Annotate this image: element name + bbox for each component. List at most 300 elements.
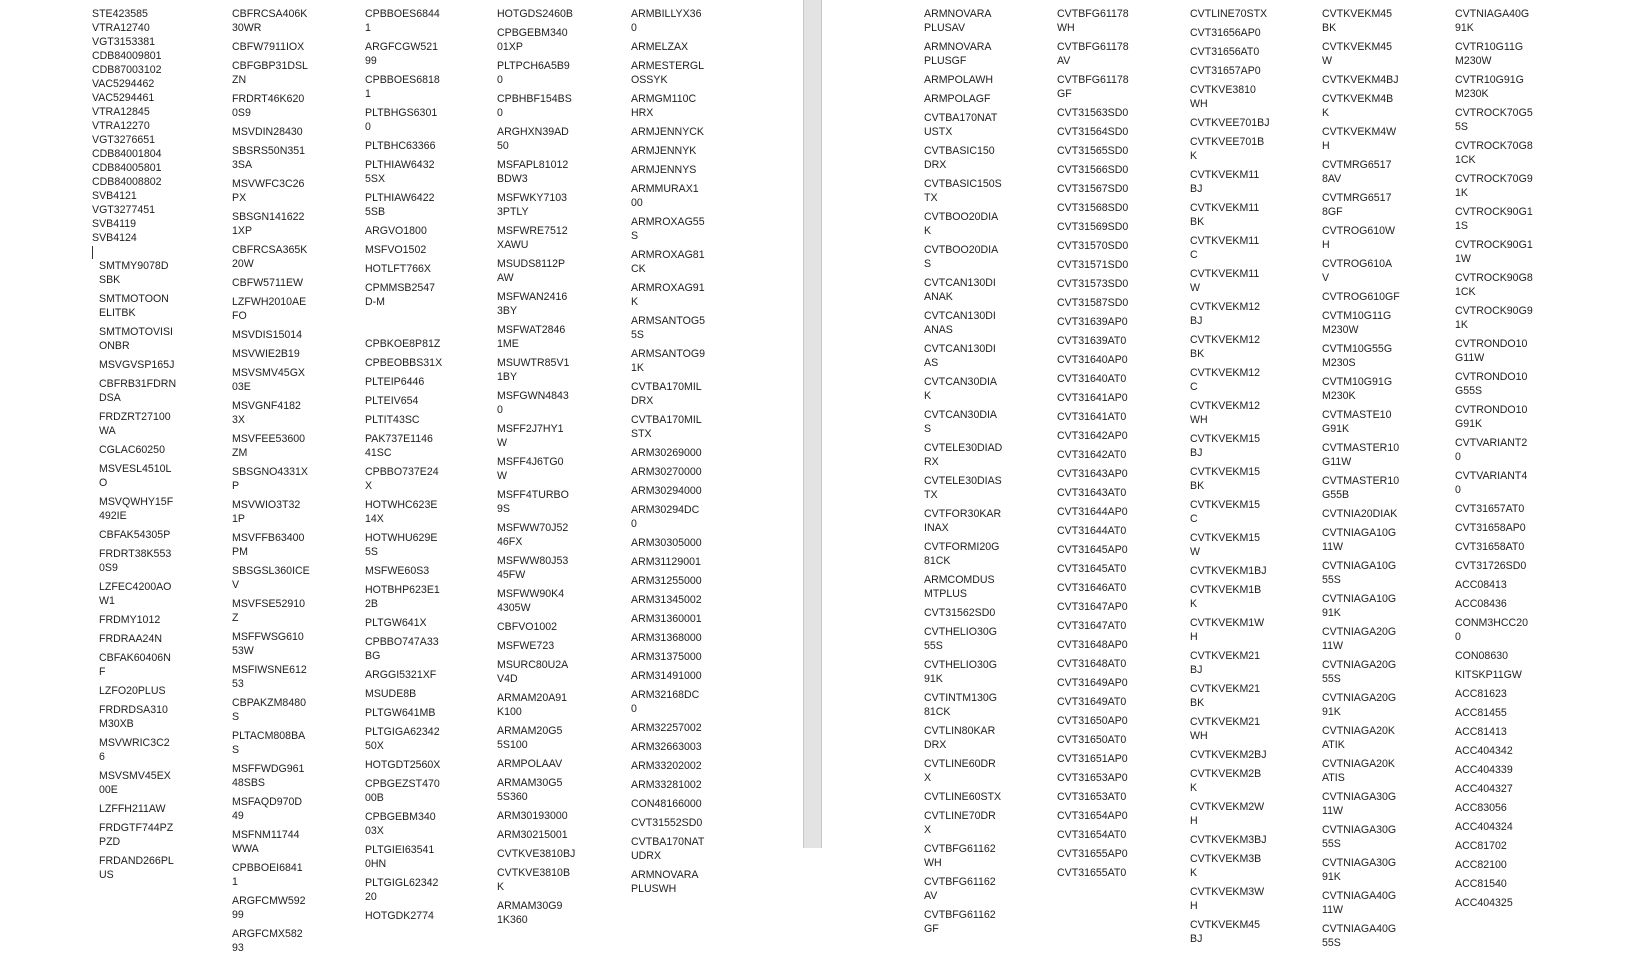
code-entry: ARMMURAX1 00 [631,183,699,209]
code-entry: CVT31568SD0 [1057,202,1129,214]
code-entry: CVTINTM130G 81CK [924,692,997,718]
code-entry: MSUWTR85V1 1BY [497,357,570,383]
code-entry: CVTNIAGA20K ATIK [1322,725,1396,751]
code-entry: MSFAPL81012 BDW3 [497,159,569,185]
code-entry: FRDGTF744PZ PZD [99,822,174,848]
code-entry: ARGFCMX582 93 [232,928,303,954]
code-entry: CVTNIAGA20G 11W [1322,626,1397,652]
code-entry: CVTROG610W H [1322,225,1395,251]
code-entry: ACC08436 [1455,598,1507,610]
code-entry: MSFWAN2416 3BY [497,291,568,317]
code-entry: CVTROCK90G1 1S [1455,206,1533,232]
code-entry: ARMSANTOG5 5S [631,315,705,341]
code-entry: CVTKVEKM4B K [1322,93,1394,119]
code-entry: CPBEOBBS31X [365,357,443,369]
code-entry: MSVFEE53600 ZM [232,433,306,459]
code-entry: ARGHXN39AD 50 [497,126,569,152]
code-entry: MSFWE723 [497,640,555,652]
code-entry: CVT31649AT0 [1057,696,1127,708]
code-list-block: STE423585 VTRA12740 VGT3153381 CDB84009801 CDB87003102 VAC5294462 VAC5294461 VTRA12845 VTRA12270 VGT3276651 CDB84001804 CDB84005801 CDB84008802 SVB4121 VGT3277451 SVB4119 SVB4124 [92,8,162,244]
code-entry: CVTMASTER10 G11W [1322,442,1400,468]
code-entry: CVTBFG61178 GF [1057,74,1129,100]
code-entry: CVTKVEKM11 W [1190,268,1260,294]
code-entry: CVT31587SD0 [1057,297,1129,309]
code-entry: CVT31657AP0 [1190,65,1261,77]
code-entry: ACC404325 [1455,897,1513,909]
code-entry: CVT31563SD0 [1057,107,1129,119]
code-entry: CVTELE30DIAS TX [924,475,1002,501]
code-entry: CVT31552SD0 [631,817,703,829]
code-entry: MSFNM11744 WWA [232,829,300,855]
code-entry: ARMCOMDUS MTPLUS [924,574,995,600]
code-entry: FRDRAA24N [99,633,162,645]
code-entry: MSVQWHY15F 492IE [99,496,174,522]
code-entry: MSFWW80J53 45FW [497,555,569,581]
code-entry: MSFFWSG610 53W [232,631,304,657]
code-entry: CVTBA170NAT USTX [924,112,998,138]
document-page-left [0,0,803,954]
code-entry: MSVWIE2B19 [232,348,300,360]
code-entry: MSFIWSNE612 53 [232,664,307,690]
code-entry: CVTCAN30DIA S [924,409,997,435]
code-entry: CVTKVEKM21 BK [1190,683,1261,709]
code-entry: CVTKVEKM3B K [1190,853,1262,879]
code-entry: CVTNIAGA40G 11W [1322,890,1397,916]
code-entry: SBSRS50N351 3SA [232,145,306,171]
code-entry: HOTWHC623E 14X [365,499,438,525]
code-entry: MSFF2J7HY1 W [497,423,564,449]
code-entry: CVTKVEKM15 W [1190,532,1261,558]
code-entry: ARM33202002 [631,760,702,772]
code-entry: CBFRCSA406K 30WR [232,8,308,34]
code-entry: ARMROXAG55 S [631,216,705,242]
code-entry: CVT31639AP0 [1057,316,1128,328]
code-entry: CVT31658AT0 [1455,541,1525,553]
code-entry: PLTGIEI63541 0HN [365,844,435,870]
code-entry: ARMGM110C HRX [631,93,697,119]
code-entry: CVTROCK90G1 1W [1455,239,1533,265]
code-entry: CVT31639AT0 [1057,335,1127,347]
code-entry: FRDRDSA310 M30XB [99,704,168,730]
code-list [92,259,222,882]
code-entry: ARM32168DC 0 [631,689,700,715]
code-entry: ACC08413 [1455,579,1507,591]
code-entry: CVTBFG61162 WH [924,843,996,869]
code-entry: CPBBO737E24 X [365,466,439,492]
empty-paragraph [365,309,483,337]
code-entry: ARGGI5321XF [365,669,437,681]
code-entry: MSVFSE52910 Z [232,598,306,624]
code-entry: CVTR10G11G M230W [1455,41,1524,67]
code-entry: CVTFORMI20G 81CK [924,541,1000,567]
code-entry: FRDMY1012 [99,614,161,626]
code-entry: LZFEC4200AO W1 [99,581,172,607]
code-entry: CVTM10G55G M230S [1322,343,1393,369]
code-entry: CVT31647AP0 [1057,601,1128,613]
code-entry: CPBGEBM340 01XP [497,27,568,53]
code-entry: HOTGDT2560X [365,759,441,771]
code-entry: ARM31368000 [631,632,702,644]
code-entry: ACC81413 [1455,726,1507,738]
code-entry: HOTWHU629E 5S [365,532,438,558]
code-entry: CVTKVEKM12 BJ [1190,301,1261,327]
code-entry: CBPAKZM8480 S [232,697,306,723]
code-entry: CVTHELIO30G 91K [924,659,998,685]
code-entry: CVTKVEKM11 BJ [1190,169,1260,195]
text-column-5 [1455,7,1573,910]
code-entry: CVTMASTE10 G91K [1322,409,1392,435]
code-entry: CVTRONDO10 G55S [1455,371,1528,397]
code-entry: CVT31651AP0 [1057,753,1128,765]
code-entry: CVTROCK90G8 1CK [1455,272,1533,298]
code-entry: CBFRCSA365K 20W [232,244,308,270]
code-entry: CVT31656AP0 [1190,27,1261,39]
code-entry: ARMJENNYS [631,164,697,176]
code-entry: CVTCAN130DI ANAK [924,277,996,303]
code-entry: CVTKVEKM11 BK [1190,202,1260,228]
code-entry: ACC404342 [1455,745,1513,757]
code-entry: CPMMSB2547 D-M [365,282,436,308]
code-entry: PLTACM808BA S [232,730,306,756]
code-entry: CVTKVEKM12 BK [1190,334,1261,360]
code-entry: CVT31646AT0 [1057,582,1127,594]
code-entry: ARM30215001 [497,829,568,841]
code-entry: MSFGWN4843 0 [497,390,569,416]
code-entry: CVTNIAGA10G 91K [1322,593,1397,619]
code-entry: CVTKVEKM2B K [1190,768,1262,794]
code-entry: PLTGIGL62342 20 [365,877,439,903]
code-entry: CVTKVEKM4W H [1322,126,1397,152]
code-entry: CVTROCK70G9 1K [1455,173,1533,199]
code-entry: PLTHIAW6432 5SX [365,159,435,185]
code-entry: FRDRT46K620 0S9 [232,93,305,119]
code-entry: ARMAM20A91 K100 [497,692,568,718]
code-entry: CVTKVEKM11 C [1190,235,1260,261]
code-entry: HOTBHP623E1 2B [365,584,440,610]
code-entry: CPBBOEI6841 1 [232,862,303,888]
code-entry: ACC82100 [1455,859,1507,871]
code-entry: ARMESTERGL OSSYK [631,60,704,86]
text-column-2 [1057,7,1175,880]
code-entry: CVT31640AP0 [1057,354,1128,366]
code-entry: MSVWRIC3C2 6 [99,737,170,763]
code-entry: MSURC80U2A V4D [497,659,569,685]
code-entry: CVTBFG61178 AV [1057,41,1129,67]
code-entry: CVT31645AP0 [1057,544,1128,556]
code-entry: ARMJENNYK [631,145,697,157]
code-entry: CVTNIAGA40G 55S [1322,923,1397,949]
code-entry: CPBBOES6818 1 [365,74,440,100]
code-entry: CVT31565SD0 [1057,145,1129,157]
code-entry: ACC404327 [1455,783,1513,795]
code-entry: ARMAM30G9 1K360 [497,900,563,926]
text-column-3 [365,7,483,923]
code-entry: ARMPOLAGF [924,93,991,105]
code-entry: MSFWAT2846 1ME [497,324,566,350]
code-entry: CBFW7911IOX [232,41,305,53]
code-entry: CVTKVEKM15 BK [1190,466,1261,492]
code-entry: CVTKVEKM15 BJ [1190,433,1261,459]
code-entry: HOTGDK2774 [365,910,434,922]
code-entry: FRDZRT27100 WA [99,411,171,437]
code-entry: MSVGNF4182 3X [232,400,301,426]
code-entry: ARMBILLYX36 0 [631,8,702,34]
code-entry: CVT31644AP0 [1057,506,1128,518]
text-cursor[interactable] [92,246,93,259]
code-entry: CVT31654AP0 [1057,810,1128,822]
code-list [1455,7,1573,910]
code-entry: CVTNIAGA20G 55S [1322,659,1397,685]
code-entry: PLTBHGS6301 0 [365,107,438,133]
code-entry: CVTNIAGA30G 55S [1322,824,1397,850]
code-entry: CVTKVEE701B K [1190,136,1265,162]
code-entry: MSVWIO3T32 1P [232,499,301,525]
code-entry: MSVSMV45GX 03E [232,367,306,393]
code-entry: LZFWH2010AE FO [232,296,307,322]
code-entry: CVTBA170NAT UDRX [631,836,705,862]
code-entry: CVTNIA20DIAK [1322,508,1398,520]
code-entry: PLTEIP6446 [365,376,425,388]
code-entry: CVTBOO20DIA S [924,244,999,270]
code-entry: MSFWRE7512 XAWU [497,225,568,251]
code-entry: CVTRONDO10 G91K [1455,404,1528,430]
code-entry: CVTMRG6517 8GF [1322,192,1392,218]
code-entry: CVTROG610GF [1322,291,1400,303]
code-entry: PLTHIAW6422 5SB [365,192,435,218]
code-entry: CVT31648AT0 [1057,658,1127,670]
code-entry: CVTKVEKM1B K [1190,584,1262,610]
code-entry: CVTMRG6517 8AV [1322,159,1392,185]
code-entry: CVTLINE70DR X [924,810,996,836]
code-entry: CVTBASIC150 DRX [924,145,995,171]
text-column-2 [232,7,350,955]
code-entry: CVTNIAGA20K ATIS [1322,758,1396,784]
code-entry: CVTNIAGA10G 55S [1322,560,1397,586]
code-entry: MSUDS8112P AW [497,258,566,284]
code-entry: CBFW5711EW [232,277,304,289]
code-entry: ARMNOVARA PLUSGF [924,41,992,67]
code-entry: CVTKVEKM21 BJ [1190,650,1261,676]
code-entry: CVT31655AP0 [1057,848,1128,860]
code-entry: CVT31653AP0 [1057,772,1128,784]
code-entry: CVT31726SD0 [1455,560,1527,572]
code-entry: ACC81540 [1455,878,1507,890]
code-entry: CVTCAN30DIA K [924,376,997,402]
code-entry: CVTVARIANT2 0 [1455,437,1528,463]
page-gutter [803,0,822,848]
code-entry: ARMPOLAWH [924,74,994,86]
code-entry: ARM31491000 [631,670,702,682]
code-entry: MSVSMV45EX 00E [99,770,171,796]
code-entry: ARMJENNYCK [631,126,704,138]
text-column-4 [497,7,615,927]
code-entry: CVT31564SD0 [1057,126,1129,138]
code-entry: ACC404324 [1455,821,1513,833]
code-entry: CVT31573SD0 [1057,278,1129,290]
code-entry: ARM31255000 [631,575,702,587]
code-list [365,337,483,923]
code-entry: PLTGW641X [365,617,427,629]
code-entry: CVTKVEKM4BJ [1322,74,1399,86]
code-entry: CVTM10G11G M230W [1322,310,1392,336]
code-entry: MSFWKY7103 3PTLY [497,192,568,218]
code-entry: SBSGSL360ICE V [232,565,310,591]
code-entry: LZFO20PLUS [99,685,166,697]
code-entry: MSVDIS15014 [232,329,303,341]
code-entry: CVTCAN130DI ANAS [924,310,996,336]
text-column-3 [1190,7,1308,946]
code-entry: CVT31571SD0 [1057,259,1129,271]
code-entry: CGLAC60250 [99,444,165,456]
code-entry: CVT31657AT0 [1455,503,1525,515]
code-entry: CVT31641AP0 [1057,392,1128,404]
code-entry: CVT31650AT0 [1057,734,1127,746]
code-entry: ARGVO1800 [365,225,427,237]
code-entry: ARMAM20G5 5S100 [497,725,563,751]
code-entry: ARMELZAX [631,41,689,53]
code-entry: CVT31570SD0 [1057,240,1129,252]
code-entry: CVT31643AT0 [1057,487,1127,499]
code-entry: MSVDIN28430 [232,126,303,138]
code-entry: CVTROCK90G9 1K [1455,305,1533,331]
code-entry: HOTLFT766X [365,263,431,275]
code-entry: CVTKVEKM1BJ [1190,565,1267,577]
code-entry: CBFVO1002 [497,621,558,633]
code-entry: PLTEIV654 [365,395,419,407]
code-entry: CONM3HCC20 0 [1455,617,1528,643]
code-entry: CVTROCK70G8 1CK [1455,140,1533,166]
code-entry: CVTBFG61178 WH [1057,8,1129,34]
code-entry: CVT31643AP0 [1057,468,1128,480]
code-entry: CVTM10G91G M230K [1322,376,1393,402]
code-entry: ARM30269000 [631,447,702,459]
code-entry: CVTKVEKM45 W [1322,41,1393,67]
code-entry: CVT31640AT0 [1057,373,1127,385]
code-entry: ACC81623 [1455,688,1507,700]
code-entry: PLTGW641MB [365,707,436,719]
code-entry: MSVESL4510L O [99,463,172,489]
code-entry: SMTMY9078D SBK [99,260,169,286]
code-entry: CVT31645AT0 [1057,563,1127,575]
code-entry: CPBHBF154BS 0 [497,93,572,119]
code-entry: CVTVARIANT4 0 [1455,470,1528,496]
code-entry: CVTLIN80KAR DRX [924,725,996,751]
code-entry: CVTBOO20DIA K [924,211,999,237]
code-entry: PLTBHC63366 [365,140,436,152]
code-list [1322,7,1440,950]
code-entry: CVTROCK70G5 5S [1455,107,1533,133]
code-entry: CVTKVEKM2BJ [1190,749,1267,761]
code-entry: KITSKP11GW [1455,669,1522,681]
code-entry: CVTBFG61162 AV [924,876,996,902]
code-entry: CVTLINE70STX [1190,8,1268,20]
code-entry: ARM33281002 [631,779,702,791]
code-entry: CBFGBP31DSL ZN [232,60,308,86]
code-entry: ARM30305000 [631,537,702,549]
code-entry: FRDRT38K553 0S9 [99,548,172,574]
code-entry: ARM30294000 [631,485,702,497]
code-list [365,7,483,309]
code-entry: CPBGEZST470 00B [365,778,440,804]
code-entry: CVTFOR30KAR INAX [924,508,1002,534]
code-entry: MSFWE60S3 [365,565,430,577]
code-entry: CVTKVEKM3BJ [1190,834,1267,846]
code-entry: ARM32257002 [631,722,702,734]
code-entry: CVTNIAGA20G 91K [1322,692,1397,718]
code-entry: CVTR10G91G M230K [1455,74,1524,100]
code-entry: CVT31641AT0 [1057,411,1127,423]
code-entry: CVT31653AT0 [1057,791,1127,803]
code-entry: ARM30294DC 0 [631,504,700,530]
code-entry: CPBGEBM340 03X [365,811,436,837]
code-list [631,7,749,896]
code-entry: CVTKVEKM15 C [1190,499,1261,525]
code-entry: CVT31647AT0 [1057,620,1127,632]
code-list [1057,7,1175,880]
code-entry: PLTIT43SC [365,414,420,426]
code-entry: MSFWW70J52 46FX [497,522,569,548]
code-entry: ACC83056 [1455,802,1507,814]
text-column-5 [631,7,749,896]
code-list [1190,7,1308,946]
code-list [232,7,350,955]
code-entry: MSVWFC3C26 PX [232,178,305,204]
document-page-right [822,0,1625,949]
code-entry: ARMROXAG81 CK [631,249,705,275]
code-entry: CVTRONDO10 G11W [1455,338,1528,364]
code-entry: HOTGDS2460B [497,8,573,20]
code-entry: ARM31360001 [631,613,702,625]
code-entry: CVT31654AT0 [1057,829,1127,841]
code-entry: MSFF4J6TG0 W [497,456,564,482]
code-entry: MSFF4TURBO 9S [497,489,569,515]
code-entry: CVTLINE60STX [924,791,1002,803]
code-entry: ARMSANTOG9 1K [631,348,705,374]
code-entry: MSFVO1502 [365,244,427,256]
code-entry: MSVFFB63400 PM [232,532,305,558]
code-entry: ARM30270000 [631,466,702,478]
code-entry: CVTROG610A V [1322,258,1393,284]
code-entry: SBSGNO4331X P [232,466,308,492]
code-entry: CVT31642AT0 [1057,449,1127,461]
code-entry: CVTNIAGA30G 11W [1322,791,1397,817]
code-entry: MSVGVSP165J [99,359,175,371]
code-entry: CPBKOE8P81Z [365,338,441,350]
code-entry: CVTKVE3810B K [497,867,571,893]
code-entry: CVT31642AP0 [1057,430,1128,442]
code-entry: ACC404339 [1455,764,1513,776]
code-entry: ACC81455 [1455,707,1507,719]
code-entry: CVTKVEKM21 WH [1190,716,1261,742]
code-entry: MSFWW90K4 4305W [497,588,565,614]
code-entry: CVTCAN130DI AS [924,343,996,369]
code-entry: CVTNIAGA10G 11W [1322,527,1397,553]
code-entry: CVTKVE3810 WH [1190,84,1256,110]
code-entry: CVT31644AT0 [1057,525,1127,537]
text-column-4 [1322,7,1440,950]
code-entry: SMTMOTOVISI ONBR [99,326,173,352]
code-entry: CBFAK54305P [99,529,171,541]
code-entry: ARM31375000 [631,651,702,663]
code-entry: CON08630 [1455,650,1508,662]
code-list [924,7,1042,936]
code-entry: LZFFH211AW [99,803,166,815]
code-entry: CVTKVEKM2W H [1190,801,1265,827]
code-entry: CVT31648AP0 [1057,639,1128,651]
code-entry: FRDAND266PL US [99,855,174,881]
code-entry: CBFAK60406N F [99,652,171,678]
code-entry: ARGFCGW521 99 [365,41,438,67]
